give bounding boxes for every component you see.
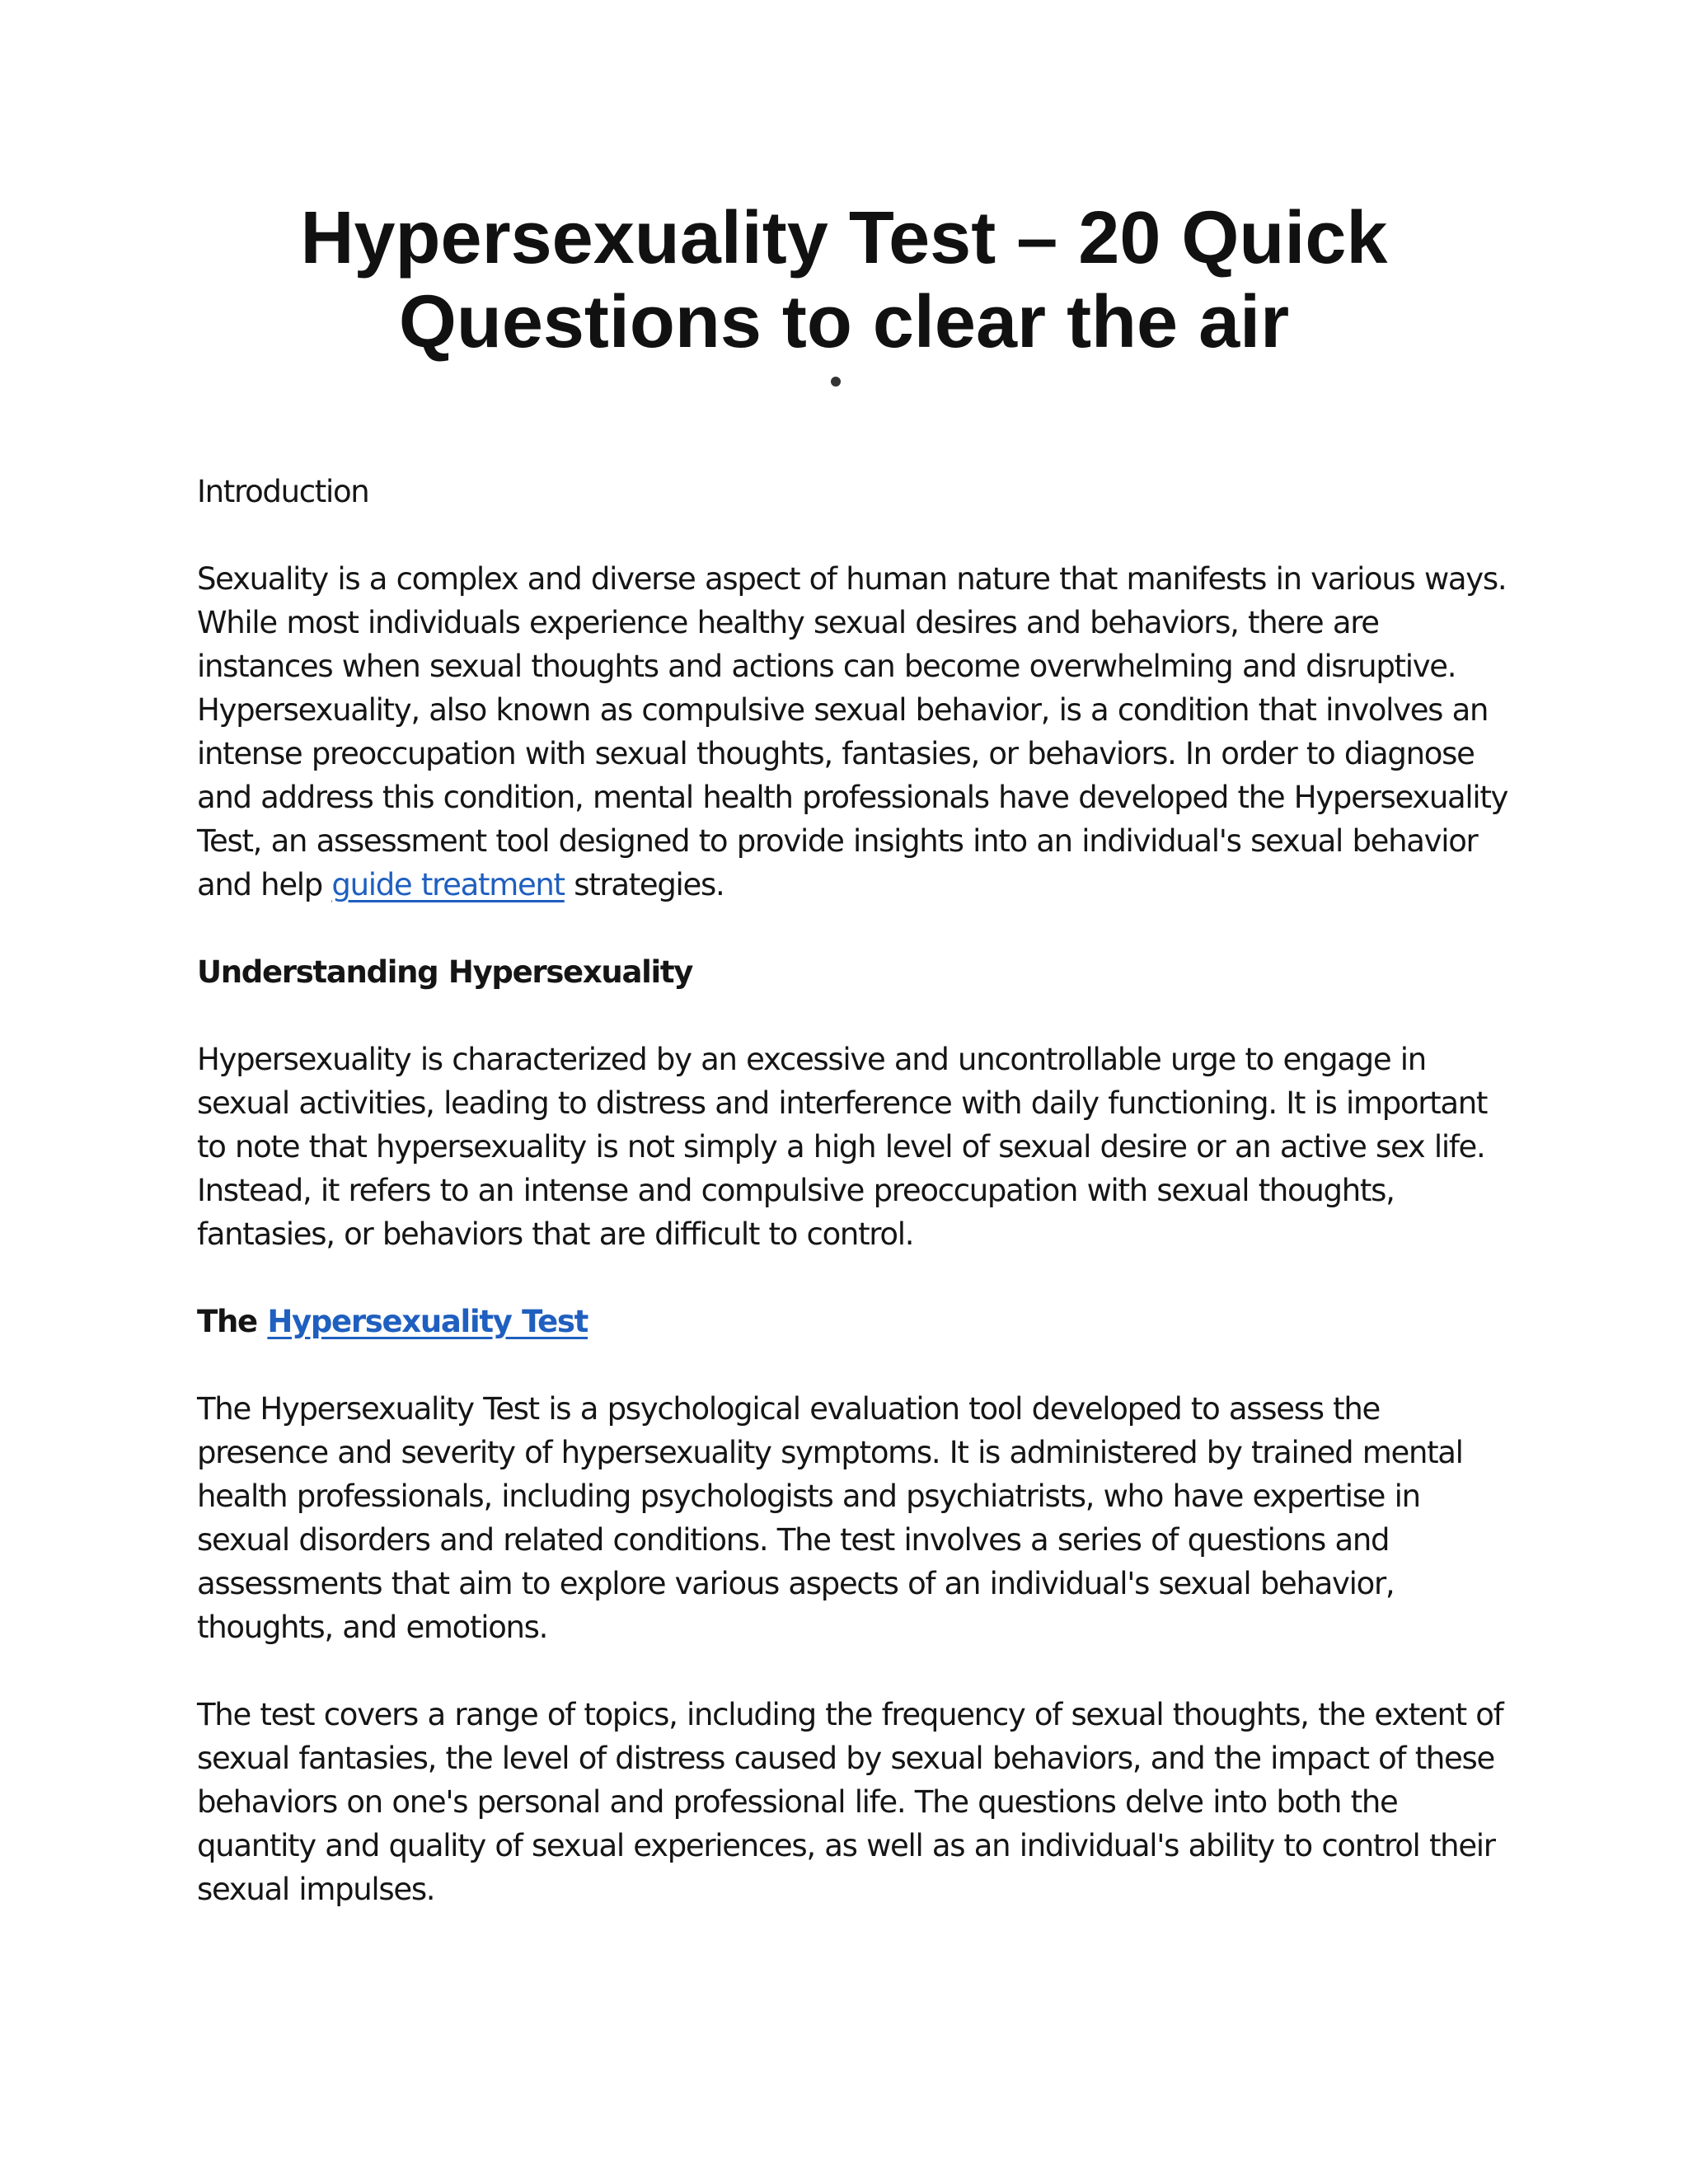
intro-text-after-link: strategies. <box>564 867 724 902</box>
hypersexuality-test-link[interactable]: Hypersexuality Test <box>267 1304 588 1339</box>
document-body <box>197 470 1516 1955</box>
test-paragraph-1: The Hypersexuality Test is a psychological evaluation tool developed to assess the presence and severity of hypersexuality symptoms. It is administered by trained mental health professionals, including psychologists and psychiatrists, who have expertise in sexual disorders and related conditions. The test involves a series of questions and assessments that aim to explore various aspects of an individual's sexual behavior, thoughts, and emotions. <box>197 1391 1463 1645</box>
understanding-paragraph: Hypersexuality is characterized by an excessive and uncontrollable urge to engage in sexual activities, leading to distress and interference with daily functioning. It is important to note that hypersexuality is not simply a high level of sexual desire or an active sex life. Instead, it refers to an intense and compulsive preoccupation with sexual thoughts, fantasies, or behaviors that are difficult to control. <box>197 1042 1488 1252</box>
intro-paragraph <box>197 557 1516 907</box>
understanding-heading: Understanding Hypersexuality <box>197 954 693 990</box>
intro-label: Introduction <box>197 474 369 509</box>
page-title: Hypersexuality Test – 20 Quick Questions to clear the air <box>300 197 1388 363</box>
test-heading <box>197 1300 1516 1343</box>
test-paragraph-2: The test covers a range of topics, including the frequency of sexual thoughts, the extent of sexual fantasies, the level of distress caused by sexual behaviors, and the impact of these behaviors on one's personal and professional life. The questions delve into both the quantity and quality of sexual experiences, as well as an individual's ability to control their sexual impulses. <box>197 1697 1503 1907</box>
bullet-dot <box>831 377 841 387</box>
test-heading-prefix: The <box>197 1304 268 1339</box>
guide-treatment-link[interactable]: guide treatment <box>331 867 565 902</box>
intro-text-before-link: Sexuality is a complex and diverse aspect of human nature that manifests in various ways. While most individuals experience healthy sexual desires and behaviors, there are instances when sexual thoughts and actions can become overwhelming and disruptive. Hypersexuality, also known as compulsive sexual behavior, is a condition that involves an intense preoccupation with sexual thoughts, fantasies, or behaviors. In order to diagnose and address this condition, mental health professionals have developed the Hypersexuality Test, an assessment tool designed to provide insights into an individual's sexual behavior and help <box>197 561 1508 902</box>
